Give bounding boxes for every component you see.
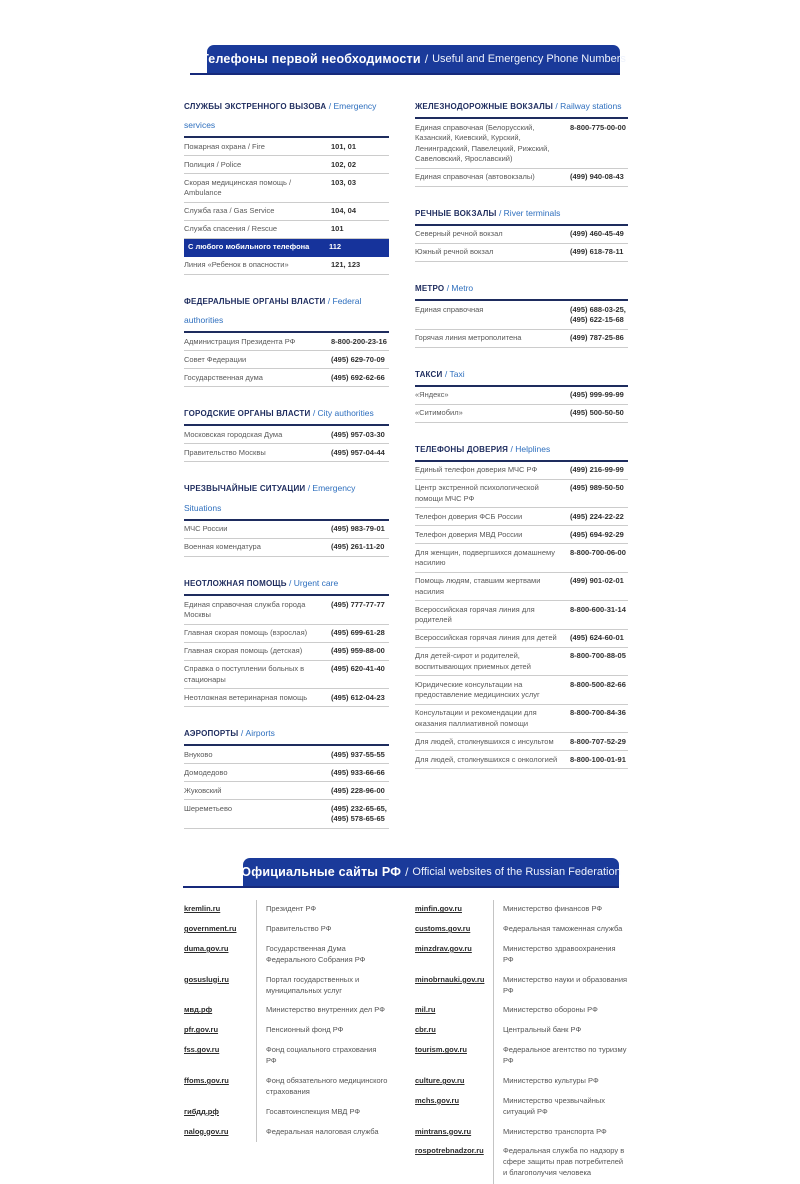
section-heading	[184, 572, 389, 596]
site-description: Федеральная служба по надзору в сфере защиты прав потребителей и благополучия человека	[493, 1142, 628, 1184]
section-title-en: / Taxi	[442, 368, 465, 379]
section-title-ru: РЕЧНЫЕ ВОКЗАЛЫ	[415, 208, 497, 218]
phone-row-number: 8-800-707-52-29	[570, 736, 626, 746]
phone-row	[415, 601, 628, 630]
site-description: Федеральная налоговая служба	[256, 1122, 389, 1142]
site-row	[184, 939, 389, 970]
site-row	[184, 1001, 389, 1021]
phone-row	[184, 369, 389, 387]
site-row	[184, 1102, 389, 1122]
phone-row-number: (495) 228-96-00	[331, 785, 385, 795]
phone-row-number: 101, 01	[331, 141, 357, 151]
phone-row-label: Московская городская Дума	[184, 429, 283, 439]
phone-row	[415, 330, 628, 348]
site-row	[184, 1122, 389, 1142]
phone-row-number: (499) 940-08-43	[570, 172, 624, 182]
sites-header-separator: /	[405, 864, 409, 879]
phone-row	[415, 508, 628, 526]
section-title-ru: ТАКСИ	[415, 369, 443, 379]
site-domain: mintrans.gov.ru	[415, 1126, 472, 1136]
phone-row-number: 8-800-700-06-00	[570, 547, 626, 557]
section-title-en: / City authorities	[310, 408, 374, 419]
phone-row-label: Государственная дума	[184, 372, 263, 382]
phone-row-number: (495) 694-92-29	[570, 529, 624, 539]
phones-header-band	[190, 45, 626, 75]
phone-row-label: Единая справочная (Белорусский, Казанский, Киевский, Курский, Ленинградский, Павелецкий, Рижский, Савеловский, Ярославский)	[415, 122, 550, 164]
site-row	[184, 1071, 389, 1102]
sites-header-title-en: Official websites of the Russian Federation	[412, 865, 621, 878]
site-domain: minzdrav.gov.ru	[415, 943, 472, 953]
phone-row	[184, 426, 389, 444]
site-domain: mil.ru	[415, 1005, 436, 1015]
site-row	[184, 1021, 389, 1041]
site-domain: duma.gov.ru	[184, 943, 229, 953]
phone-row	[415, 705, 628, 734]
phone-row-number: 8-800-700-88-05	[570, 651, 626, 661]
section-heading	[184, 402, 389, 426]
phone-row-number: (495) 959-88-00	[331, 646, 385, 655]
phone-row	[415, 301, 628, 330]
phone-row-label: Для женщин, подвергшихся домашнему насилию	[415, 547, 555, 568]
phone-row-number: 8-800-100-01-91	[570, 754, 626, 764]
phone-section	[415, 277, 628, 348]
phone-section	[415, 438, 628, 770]
phone-row	[415, 480, 628, 509]
phone-section	[415, 202, 628, 262]
site-domain: government.ru	[184, 924, 237, 934]
site-domain: customs.gov.ru	[415, 924, 471, 934]
phone-row-label: МЧС России	[184, 524, 228, 534]
phone-row-number: 121, 123	[331, 260, 361, 270]
phone-row	[184, 800, 389, 829]
site-row	[415, 939, 628, 970]
phone-row-label: Шереметьево	[184, 803, 233, 813]
phone-row-label: Для людей, столкнувшихся с онкологией	[415, 754, 558, 764]
site-row	[415, 1122, 628, 1142]
phone-row	[184, 596, 389, 625]
page	[0, 45, 800, 1178]
phone-row-label: Администрация Президента РФ	[184, 336, 296, 346]
section-title-en: / Metro	[444, 282, 474, 293]
phone-row-label: Линия «Ребенок в опасности»	[184, 260, 289, 270]
phone-row-number: (495) 699-61-28	[331, 628, 385, 637]
site-description: Фонд обязательного медицинского страхования	[256, 1071, 389, 1102]
site-description: Пенсионный фонд РФ	[256, 1021, 389, 1041]
phone-row-label: Юридические консультации на предоставление медицинских услуг	[415, 679, 540, 700]
phone-row-label: Правительство Москвы	[184, 447, 266, 457]
phone-row-number: (495) 620-41-40	[331, 664, 385, 673]
phone-row-number: (495) 989-50-50	[570, 483, 624, 493]
phone-row	[415, 648, 628, 677]
site-row	[415, 1001, 628, 1021]
phone-row	[184, 625, 389, 643]
phone-row-number: (495) 224-22-22	[570, 511, 624, 521]
phone-row	[415, 462, 628, 480]
phone-row-label: Скорая медицинская помощь / Ambulance	[184, 177, 292, 198]
site-description: Центральный банк РФ	[493, 1021, 628, 1041]
phone-row-label: Военная комендатура	[184, 542, 261, 552]
phone-row-number: 101	[331, 224, 344, 234]
phone-section	[184, 402, 389, 462]
section-title-ru: ЖЕЛЕЗНОДОРОЖНЫЕ ВОКЗАЛЫ	[415, 102, 554, 111]
site-description: Министерство науки и образования РФ	[493, 970, 628, 1001]
section-title-en: / Emergency services	[184, 101, 377, 131]
site-domain: mchs.gov.ru	[415, 1095, 460, 1105]
websites-left-column	[184, 900, 389, 1184]
section-heading	[184, 477, 389, 520]
site-row	[415, 1021, 628, 1041]
phone-row-label: Консультации и рекомендации для оказания паллиативной помощи	[415, 708, 537, 728]
phone-row-label: Всероссийская горячая линия для родителей	[415, 604, 535, 625]
phone-row-number: (495) 612-04-23	[331, 692, 385, 702]
phone-row	[184, 239, 389, 257]
site-domain: minfin.gov.ru	[415, 904, 462, 914]
phone-row-label: Домодедово	[184, 767, 228, 777]
phone-section	[184, 572, 389, 707]
phone-row-number: 8-800-200-23-16	[331, 336, 387, 346]
phone-row-number: (499) 216-99-99	[570, 465, 624, 475]
phone-row-number: (495) 957-03-30	[331, 429, 385, 439]
section-heading	[184, 722, 389, 746]
site-row	[415, 1142, 628, 1184]
phone-row-number: (495) 692-62-66	[331, 372, 385, 382]
site-description: Министерство здравоохранения РФ	[493, 939, 628, 970]
site-description: Министерство финансов РФ	[493, 900, 628, 920]
phones-header-title-en: Useful and Emergency Phone Numbers	[432, 53, 626, 65]
section-title-en: / Emergency Situations	[184, 483, 356, 513]
phone-row	[184, 156, 389, 174]
section-title-ru: МЕТРО	[415, 283, 445, 293]
section-title-en: / Airports	[238, 728, 275, 738]
phone-row-number: (499) 460-45-49	[570, 229, 624, 239]
phone-row	[184, 689, 389, 707]
site-row	[184, 970, 389, 1001]
site-description: Правительство РФ	[256, 920, 389, 940]
phone-row-number: (495) 933-66-66	[331, 767, 385, 777]
phone-row-number: (499) 618-78-11	[570, 247, 624, 257]
site-domain: kremlin.ru	[184, 904, 221, 914]
phone-row	[184, 521, 389, 539]
phone-row-label: Телефон доверия ФСБ России	[415, 511, 523, 521]
phone-row	[184, 539, 389, 557]
phone-row-number: 8-800-600-31-14	[570, 604, 626, 614]
phone-row	[184, 221, 389, 239]
site-domain: tourism.gov.ru	[415, 1045, 467, 1055]
phone-row-number: (495) 777-77-77	[331, 599, 385, 609]
phone-row-label: Пожарная охрана / Fire	[184, 141, 265, 151]
phone-section	[184, 95, 389, 275]
site-domain: cbr.ru	[415, 1025, 436, 1035]
phone-row-number: (499) 901-02-01	[570, 576, 624, 586]
phone-row-label: Горячая линия метрополитена	[415, 333, 522, 343]
section-title-en: / Helplines	[508, 443, 551, 454]
site-row	[184, 900, 389, 920]
phone-row-label: Полиция / Police	[184, 159, 242, 169]
site-description: Государственная Дума Федерального Собрания РФ	[256, 939, 389, 970]
site-domain: culture.gov.ru	[415, 1075, 465, 1085]
phone-row-label: Для людей, столкнувшихся с инсультом	[415, 736, 554, 746]
site-description: Президент РФ	[256, 900, 389, 920]
phone-row	[415, 544, 628, 573]
phone-row	[184, 746, 389, 764]
phone-row-label: Всероссийская горячая линия для детей	[415, 633, 557, 643]
phone-row	[184, 444, 389, 462]
site-row	[415, 920, 628, 940]
phone-row-label: Телефон доверия МВД России	[415, 529, 523, 539]
phone-row-number: 112	[329, 242, 342, 252]
websites-directory	[184, 900, 628, 1184]
phone-row-number: 8-800-775-00-00	[570, 122, 626, 132]
site-row	[415, 1091, 628, 1122]
site-description: Министерство культуры РФ	[493, 1071, 628, 1091]
section-heading	[415, 95, 628, 119]
phone-row-label: Служба газа / Gas Service	[184, 206, 275, 216]
phone-row-number: 8-800-700-84-36	[570, 708, 626, 718]
phone-row-number: (495) 688-03-25, (495) 622-15-68	[570, 304, 626, 325]
section-title-ru: ЧРЕЗВЫЧАЙНЫЕ СИТУАЦИИ	[184, 484, 306, 494]
phone-row	[415, 405, 628, 423]
phone-directory-right-column	[415, 95, 628, 844]
site-row	[415, 1071, 628, 1091]
phone-row-number: (495) 261-11-20	[331, 542, 385, 552]
phone-row	[415, 630, 628, 648]
site-domain: rospotrebnadzor.ru	[415, 1146, 484, 1156]
phone-row-label: «Ситимобил»	[415, 408, 463, 418]
sites-header-bar	[243, 858, 619, 886]
site-row	[415, 970, 628, 1001]
phone-row-number: (499) 787-25-86	[570, 333, 624, 343]
site-description: Портал государственных и муниципальных услуг	[256, 970, 389, 1001]
phone-row-label: Центр экстренной психологической помощи МЧС РФ	[415, 483, 539, 503]
phone-row	[184, 203, 389, 221]
phone-row	[415, 244, 628, 262]
site-domain: gosuslugi.ru	[184, 974, 229, 984]
phone-row	[415, 226, 628, 244]
section-title-ru: НЕОТЛОЖНАЯ ПОМОЩЬ	[184, 578, 287, 588]
site-row	[184, 1041, 389, 1072]
phone-row-number: (495) 624-60-01	[570, 633, 624, 643]
site-domain: гибдд.рф	[184, 1106, 219, 1116]
section-heading	[415, 202, 628, 226]
phone-row-number: (495) 232-65-65, (495) 578-65-65	[331, 803, 387, 824]
site-description: Федеральная таможенная служба	[493, 920, 628, 940]
section-title-en: / Urgent care	[286, 577, 339, 588]
phone-row-label: «Яндекс»	[415, 390, 449, 400]
phone-row-number: (495) 999-99-99	[570, 390, 624, 400]
site-domain: мвд.рф	[184, 1005, 213, 1015]
site-row	[415, 900, 628, 920]
site-description: Министерство внутренних дел РФ	[256, 1001, 389, 1021]
section-title-en: / River terminals	[496, 207, 561, 218]
phone-row-label: Главная скорая помощь (детская)	[184, 646, 303, 655]
section-title-en: / Railway stations	[553, 101, 622, 111]
section-title-ru: СЛУЖБЫ ЭКСТРЕННОГО ВЫЗОВА	[184, 102, 327, 111]
site-description: Госавтоинспекция МВД РФ	[256, 1102, 389, 1122]
phone-row-label: Единый телефон доверия МЧС РФ	[415, 465, 538, 475]
phone-row-label: Единая справочная	[415, 304, 484, 314]
phone-row	[184, 643, 389, 661]
section-title-ru: АЭРОПОРТЫ	[184, 729, 239, 738]
phone-section	[415, 95, 628, 187]
sites-header-title-ru: Официальные сайты РФ	[241, 864, 402, 879]
section-title-ru: ГОРОДСКИЕ ОРГАНЫ ВЛАСТИ	[184, 409, 311, 419]
phone-row	[415, 387, 628, 405]
phone-section	[184, 290, 389, 387]
site-domain: fss.gov.ru	[184, 1045, 220, 1055]
section-title-en: / Federal authorities	[184, 295, 362, 326]
site-row	[184, 920, 389, 940]
websites-right-column	[415, 900, 628, 1184]
phone-row	[184, 257, 389, 275]
sites-header-band	[183, 858, 619, 888]
phone-row-label: Южный речной вокзал	[415, 247, 494, 257]
phone-row-label: Северный речной вокзал	[415, 229, 503, 239]
section-heading	[184, 95, 389, 138]
section-title-ru: ТЕЛЕФОНЫ ДОВЕРИЯ	[415, 444, 509, 454]
site-description: Фонд социального страхования РФ	[256, 1041, 389, 1072]
site-domain: ffoms.gov.ru	[184, 1075, 229, 1085]
site-row	[415, 1041, 628, 1072]
phone-row-label: С любого мобильного телефона	[188, 242, 310, 252]
phone-row-number: 104, 04	[331, 206, 357, 216]
phone-row	[415, 119, 628, 169]
phone-row-number: 8-800-500-82-66	[570, 679, 626, 689]
phone-row-label: Главная скорая помощь (взрослая)	[184, 628, 308, 637]
site-description: Министерство транспорта РФ	[493, 1122, 628, 1142]
phone-section	[184, 722, 389, 829]
phone-row-number: (495) 957-04-44	[331, 447, 385, 457]
phones-header-bar	[201, 45, 626, 73]
phone-row-number: 103, 03	[331, 177, 357, 187]
phone-row-label: Внуково	[184, 749, 213, 759]
phones-header-title-ru: Телефоны первой необходимости	[201, 52, 421, 66]
site-domain: minobrnauki.gov.ru	[415, 974, 485, 984]
phone-row	[184, 138, 389, 156]
phone-row	[184, 661, 389, 690]
site-domain: pfr.gov.ru	[184, 1025, 219, 1035]
phone-section	[415, 363, 628, 423]
site-description: Федеральное агентство по туризму РФ	[493, 1041, 628, 1072]
phone-row	[184, 333, 389, 351]
phone-row	[415, 169, 628, 187]
phone-row-number: 102, 02	[331, 159, 357, 169]
phone-row-label: Служба спасения / Rescue	[184, 224, 278, 234]
phone-row-label: Жуковский	[184, 785, 222, 795]
phone-row	[184, 782, 389, 800]
phone-row	[415, 751, 628, 769]
phone-row-label: Неотложная ветеринарная помощь	[184, 692, 308, 702]
phone-row	[184, 351, 389, 369]
phone-row-label: Единая справочная (автовокзалы)	[415, 172, 535, 182]
phone-row	[184, 764, 389, 782]
section-heading	[415, 277, 628, 301]
phone-row	[415, 526, 628, 544]
phone-row	[184, 174, 389, 203]
phone-row	[415, 733, 628, 751]
section-heading	[415, 438, 628, 462]
site-description: Министерство чрезвычайных ситуаций РФ	[493, 1091, 628, 1122]
phone-row-label: Помощь людям, ставшим жертвами насилия	[415, 576, 541, 596]
site-domain: nalog.gov.ru	[184, 1126, 229, 1136]
phone-section	[184, 477, 389, 556]
phone-row	[415, 676, 628, 705]
section-title-ru: ФЕДЕРАЛЬНЫЕ ОРГАНЫ ВЛАСТИ	[184, 296, 326, 306]
phone-row-number: (495) 629-70-09	[331, 354, 385, 364]
phone-row-number: (495) 983-79-01	[331, 524, 385, 534]
phone-directory-left-column	[184, 95, 389, 844]
phone-row-label: Для детей-сирот и родителей, воспитывающих приемных детей	[415, 651, 531, 671]
phone-directory	[184, 95, 628, 844]
section-heading	[415, 363, 628, 387]
site-description: Министерство обороны РФ	[493, 1001, 628, 1021]
phone-row-label: Справка о поступлении больных в стационары	[184, 664, 305, 684]
phone-row-label: Единая справочная служба города Москвы	[184, 599, 306, 619]
phone-row-label: Совет Федерации	[184, 354, 247, 364]
phone-row	[415, 573, 628, 602]
section-heading	[184, 290, 389, 333]
phones-header-separator: /	[424, 52, 429, 66]
phone-row-number: (495) 500-50-50	[570, 408, 624, 418]
phone-row-number: (495) 937-55-55	[331, 749, 385, 759]
